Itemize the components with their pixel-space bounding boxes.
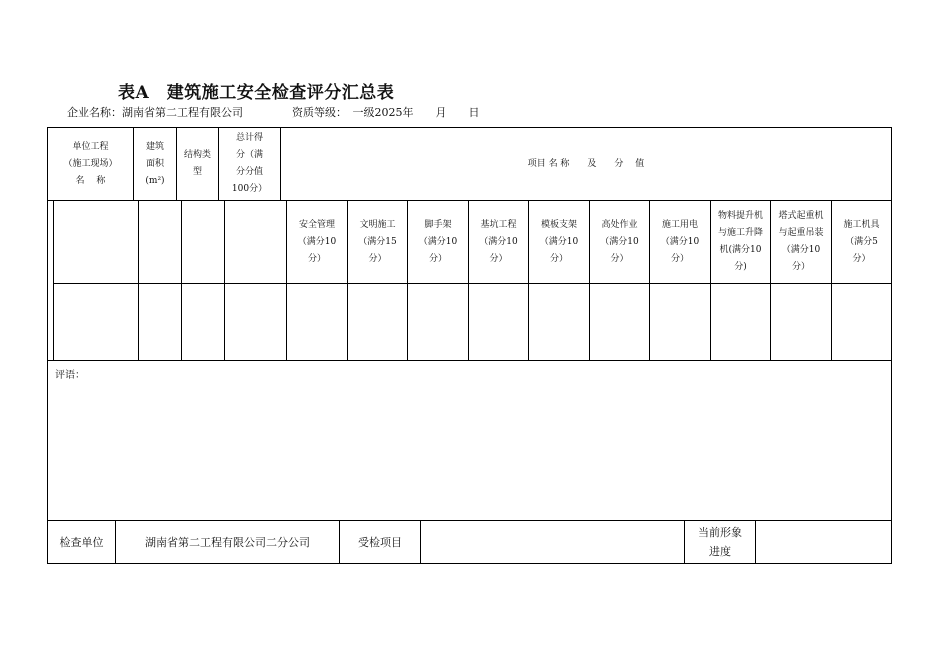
header-items-heading: 项目 名 称 及 分 值 xyxy=(527,158,645,169)
inspector-label: 检查单位 xyxy=(59,535,104,549)
inspector-value: 湖南省第二工程有限公司二分公司 xyxy=(145,535,310,549)
document-title: 表A 建筑施工安全检查评分汇总表 xyxy=(118,83,395,103)
company-name: 企业名称：湖南省第二工程有限公司 xyxy=(67,106,243,119)
header-total: 总计得 分（满 分分值 100分） xyxy=(231,133,268,194)
qualification-date: 资质等级： 一级2025年 月 日 xyxy=(292,106,480,119)
item-electricity: 施工用电 （满分10 分） xyxy=(660,219,700,264)
item-tower-crane: 塔式起重机 与起重吊装 （满分10 分） xyxy=(778,211,824,272)
header-unit: 单位工程 （施工现场） 名 称 xyxy=(63,141,118,186)
item-hoist: 物料提升机 与施工升降 机(满分10 分) xyxy=(717,211,763,272)
project-label: 受检项目 xyxy=(358,535,402,549)
item-civilized-construction: 文明施工 （满分15 分） xyxy=(358,219,397,264)
item-formwork-support: 模板支架 （满分10 分） xyxy=(539,219,579,264)
progress-label: 当前形象 进度 xyxy=(698,526,742,558)
item-scaffolding: 脚手架 （满分10 分） xyxy=(418,219,458,264)
item-foundation-pit: 基坑工程 （满分10 分） xyxy=(479,219,518,264)
comment-label: 评语： xyxy=(55,370,85,381)
header-area: 建筑 面积 (m²) xyxy=(145,141,165,186)
item-machinery: 施工机具 （满分5 分） xyxy=(843,219,880,264)
item-high-work: 高处作业 （满分10 分） xyxy=(600,219,639,264)
item-safety-management: 安全管理 （满分10 分） xyxy=(297,219,337,264)
header-structure: 结构类 型 xyxy=(183,150,211,177)
